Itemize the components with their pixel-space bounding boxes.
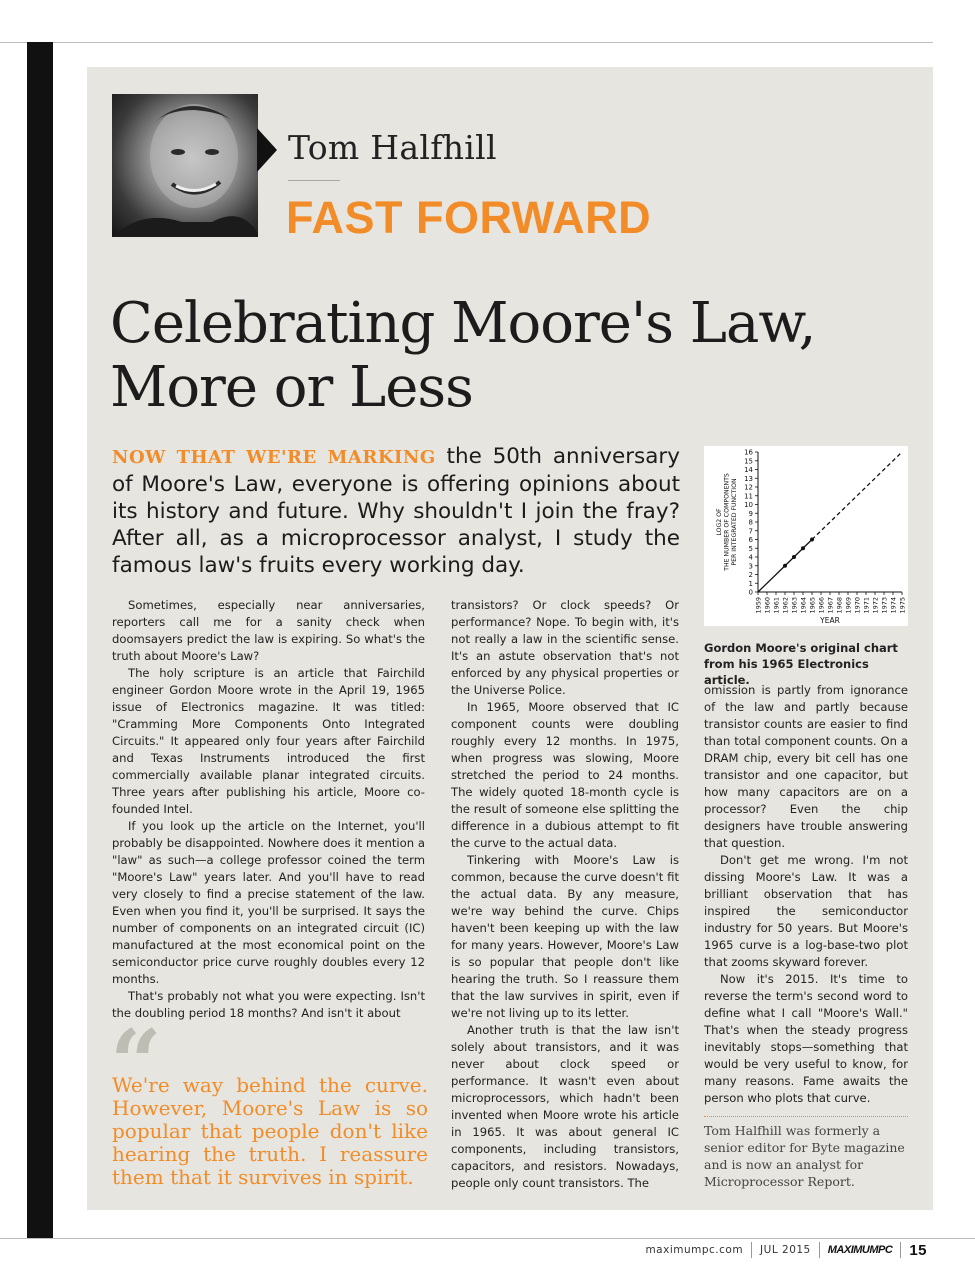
- bio-text: Tom Halfhill was formerly a senior editor for Byte magazine and is now an analyst for Microprocessor Report.: [704, 1123, 905, 1189]
- y-tick-label: 9: [748, 509, 753, 518]
- x-tick-label: 1964: [799, 597, 808, 614]
- y-tick-label: 5: [748, 544, 753, 553]
- page-edge-bar: [27, 42, 53, 1238]
- caption-line-2: from his 1965 Electronics article.: [704, 657, 869, 687]
- x-tick-label: 1967: [826, 597, 835, 614]
- y-tick-label: 15: [744, 457, 753, 466]
- y-tick-label: 1: [748, 579, 753, 588]
- photo-notch: [257, 128, 277, 172]
- x-axis-title: YEAR: [820, 616, 840, 625]
- page-number: 15: [909, 1241, 927, 1259]
- quote-mark-icon: “: [110, 1010, 162, 1116]
- column-title: FAST FORWARD: [286, 192, 652, 243]
- data-point: [783, 564, 787, 568]
- y-tick-label: 12: [744, 483, 753, 492]
- y-tick-label: 0: [748, 588, 753, 597]
- x-tick-label: 1968: [835, 597, 844, 614]
- series-line-extrapolated: [812, 452, 902, 540]
- paragraph: Sometimes, especially near anniversaries, reporters call me for a sanity check when doomsayers predict the law is expiring. So what's the truth about Moore's Law?: [112, 598, 425, 663]
- x-tick-label: 1969: [844, 597, 853, 614]
- footer-separator: [819, 1242, 820, 1258]
- x-tick-label: 1960: [763, 597, 772, 614]
- bio-divider: [704, 1116, 908, 1117]
- paragraph: Another truth is that the law isn't solely about transistors, and it was never about clock speed or performance. It wasn't even about microprocessors, which hadn't been invented when Moore wrote his article in 1965. It was about general IC components, including transistors, capacitors, and resistors. Nowadays, people only count transistors. The: [451, 1023, 679, 1190]
- body-column-2: [451, 597, 679, 1192]
- y-tick-label: 13: [744, 474, 753, 483]
- y-tick-label: 8: [748, 518, 753, 527]
- lede-paragraph: [112, 443, 680, 579]
- y-axis-title-line: PER INTEGRATED FUNCTION: [731, 478, 738, 566]
- magazine-logo: MAXIMUMPC: [827, 1244, 893, 1256]
- author-divider: [288, 180, 340, 181]
- x-tick-label: 1961: [772, 597, 781, 614]
- article-headline: [110, 292, 910, 420]
- footer-separator: [900, 1242, 901, 1258]
- x-tick-label: 1971: [862, 597, 871, 614]
- caption-line-1: Gordon Moore's original chart: [704, 641, 898, 655]
- author-name: Tom Halfhill: [288, 128, 497, 167]
- data-point: [801, 546, 805, 550]
- paragraph: In 1965, Moore observed that IC component counts were doubling roughly every 12 months. In 1975, when progress was slowing, Moore stretched the period to 24 months. The widely quoted 18-month cycle is the result of someone else splitting the difference in a dubious attempt to fit the curve to the actual data.: [451, 700, 679, 850]
- footer-rule: [0, 1238, 975, 1239]
- y-tick-label: 10: [744, 501, 753, 509]
- lede-text: the 50th anniversary of Moore's Law, everyone is offering opinions about its history and future. Why shouldn't I join the fray? After all, as a microprocessor analyst, I study the famous law's fruits every working day.: [112, 444, 680, 578]
- page-footer: [645, 1241, 927, 1259]
- paragraph: The holy scripture is an article that Fairchild engineer Gordon Moore wrote in the April 19, 1965 issue of Electronics magazine. It was titled: "Cramming More Components Onto Integrated Circuits." It appeared only four years after Fairchild and Texas Instruments introduced the first commercially available planar integrated circuits. Three years after publishing his article, Moore co-founded Intel.: [112, 666, 425, 816]
- body-column-1: [112, 597, 425, 1022]
- paragraph: Don't get me wrong. I'm not dissing Moore's Law. It was a brilliant observation that has inspired the semiconductor industry for 50 years. But Moore's 1965 curve is a log-base-two plot that zooms skyward forever.: [704, 853, 908, 969]
- chart-svg: [704, 446, 908, 626]
- headline-line-2: More or Less: [110, 355, 473, 420]
- x-tick-label: 1966: [817, 597, 826, 614]
- paragraph: That's probably not what you were expecting. Isn't the doubling period 18 months? And isn't it about: [112, 989, 425, 1020]
- paragraph: Tinkering with Moore's Law is common, because the curve doesn't fit the actual data. By any measure, we're way behind the curve. Chips haven't been keeping up with the law for many years. However, Moore's Law is so popular that people don't like hearing the truth. So I reassure them that the law survives in spirit, even if we're not living up to its letter.: [451, 853, 679, 1020]
- pull-quote: We're way behind the curve. However, Moore's Law is so popular that people don't like hearing the truth. I reassure them that it survives in spirit.: [112, 1073, 428, 1189]
- x-tick-label: 1974: [889, 597, 898, 614]
- top-rule: [0, 42, 933, 43]
- footer-site: maximumpc.com: [645, 1244, 744, 1256]
- body-column-3: [704, 682, 908, 1107]
- x-tick-label: 1972: [871, 597, 880, 614]
- x-tick-label: 1973: [880, 597, 889, 614]
- author-bio: [704, 1122, 912, 1190]
- figure-caption: [704, 640, 914, 688]
- data-point: [792, 555, 796, 559]
- headline-line-1: Celebrating Moore's Law,: [110, 291, 816, 356]
- author-photo: [112, 94, 258, 237]
- footer-date: JUL 2015: [760, 1244, 811, 1256]
- lede-lead-in: NOW THAT WE'RE MARKING: [112, 447, 436, 468]
- y-tick-label: 16: [744, 448, 753, 457]
- y-tick-label: 14: [744, 466, 753, 474]
- y-tick-label: 7: [748, 527, 753, 536]
- paragraph: omission is partly from ignorance of the law and partly because transistor counts are easier to find than total component counts. On a DRAM chip, every bit cell has one transistor and one capacitor, but how many capacitors are on a processor? Even the chip designers have trouble answering that question.: [704, 683, 908, 850]
- y-tick-label: 4: [748, 553, 753, 562]
- paragraph: transistors? Or clock speeds? Or performance? Nope. To begin with, it's not really a law in the scientific sense. It's an astute observation that's not enforced by any physical properties or the Universe Police.: [451, 598, 679, 697]
- moores-law-chart: [704, 446, 908, 626]
- y-axis-title: [716, 473, 738, 572]
- y-tick-label: 11: [744, 492, 753, 501]
- y-tick-label: 6: [748, 536, 753, 544]
- paragraph: If you look up the article on the Internet, you'll probably be disappointed. Nowhere does it mention a "law" as such—a college professor coined the term "Moore's Law" years later. And you'll have to read very closely to find a precise statement of the law. Even when you find it, you'll be surprised. It says the number of components on an integrated circuit (IC) manufactured at the most economical point on the semiconductor price curve roughly doubles every 12 months.: [112, 819, 425, 986]
- x-tick-label: 1963: [790, 597, 799, 614]
- footer-separator: [751, 1242, 752, 1258]
- x-tick-label: 1970: [853, 597, 862, 614]
- y-axis-title-line: THE NUMBER OF COMPONENTS: [723, 473, 731, 571]
- x-tick-label: 1962: [781, 597, 790, 614]
- x-tick-label: 1975: [898, 597, 907, 614]
- paragraph: Now it's 2015. It's time to reverse the term's second word to define what I call "Moore's Wall." That's when the steady progress inevitably stops—something that would be very useful to know, for many reasons. Fame awaits the person who plots that curve.: [704, 972, 908, 1105]
- x-tick-label: 1965: [808, 597, 817, 614]
- y-tick-label: 2: [748, 571, 753, 579]
- y-tick-label: 3: [748, 562, 753, 571]
- y-axis-title-line: LOG2 OF: [716, 508, 723, 536]
- x-tick-label: 1959: [754, 597, 763, 614]
